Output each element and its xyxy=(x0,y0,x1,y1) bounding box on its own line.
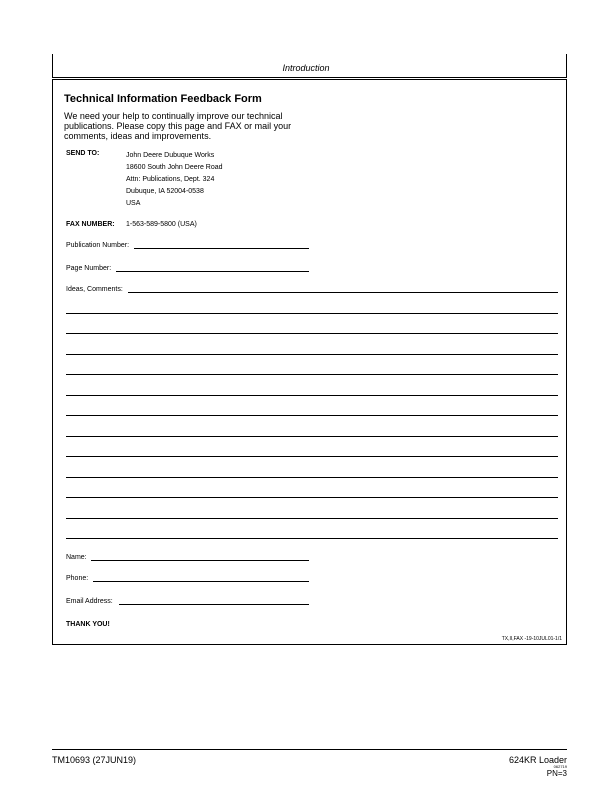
address-line: USA xyxy=(126,200,141,207)
address-line: Dubuque, IA 52004-0538 xyxy=(126,188,204,195)
form-title: Technical Information Feedback Form xyxy=(64,93,262,105)
comment-line[interactable] xyxy=(66,374,558,375)
phone-label: Phone: xyxy=(66,575,89,582)
footer-rule xyxy=(52,749,567,750)
comment-line[interactable] xyxy=(66,313,558,314)
address-line: Attn: Publications, Dept. 324 xyxy=(126,176,215,183)
comment-line[interactable] xyxy=(66,436,558,437)
intro-line: comments, ideas and improvements. xyxy=(64,131,212,141)
comment-line[interactable] xyxy=(66,518,558,519)
address-block xyxy=(126,150,223,210)
send-to-label: SEND TO: xyxy=(66,150,100,157)
name-field[interactable] xyxy=(91,560,309,561)
feedback-form xyxy=(52,79,567,645)
email-address-label: Email Address: xyxy=(66,598,113,605)
address-line: John Deere Dubuque Works xyxy=(126,152,215,159)
email-address-field[interactable] xyxy=(119,604,309,605)
intro-text xyxy=(64,111,291,141)
manual-code: TM10693 (27JUN19) xyxy=(52,755,137,765)
comment-line[interactable] xyxy=(66,477,558,478)
comment-line[interactable] xyxy=(66,333,558,334)
comment-line[interactable] xyxy=(66,354,558,355)
ideas-comments-field[interactable] xyxy=(128,292,558,293)
comment-line[interactable] xyxy=(66,538,558,539)
intro-line: publications. Please copy this page and FAX or mail your xyxy=(64,121,292,131)
reference-code: TX,II,FAX -19-10JUL01-1/1 xyxy=(501,636,562,642)
product-name: 624KR Loader xyxy=(508,755,567,765)
name-label: Name: xyxy=(66,554,87,561)
comment-line[interactable] xyxy=(66,497,558,498)
intro-line: We need your help to continually improve our technical xyxy=(64,111,283,121)
section-title: Introduction xyxy=(282,63,330,73)
ideas-comments-label: Ideas, Comments: xyxy=(66,286,123,293)
publication-number-label: Publication Number: xyxy=(66,242,130,249)
fax-label: FAX NUMBER: xyxy=(66,221,115,228)
publication-number-field[interactable] xyxy=(134,248,309,249)
date-code: 062719 xyxy=(553,764,567,769)
address-line: 18600 South John Deere Road xyxy=(126,164,223,171)
comment-line[interactable] xyxy=(66,456,558,457)
page-number: PN=3 xyxy=(546,769,567,778)
phone-field[interactable] xyxy=(93,581,309,582)
thank-you-text: THANK YOU! xyxy=(66,621,110,628)
comment-line[interactable] xyxy=(66,415,558,416)
page-number-label: Page Number: xyxy=(66,265,112,272)
header-rule xyxy=(52,77,567,78)
comment-line[interactable] xyxy=(66,395,558,396)
fax-value: 1-563-589-5800 (USA) xyxy=(126,221,197,228)
page-number-field[interactable] xyxy=(116,271,309,272)
